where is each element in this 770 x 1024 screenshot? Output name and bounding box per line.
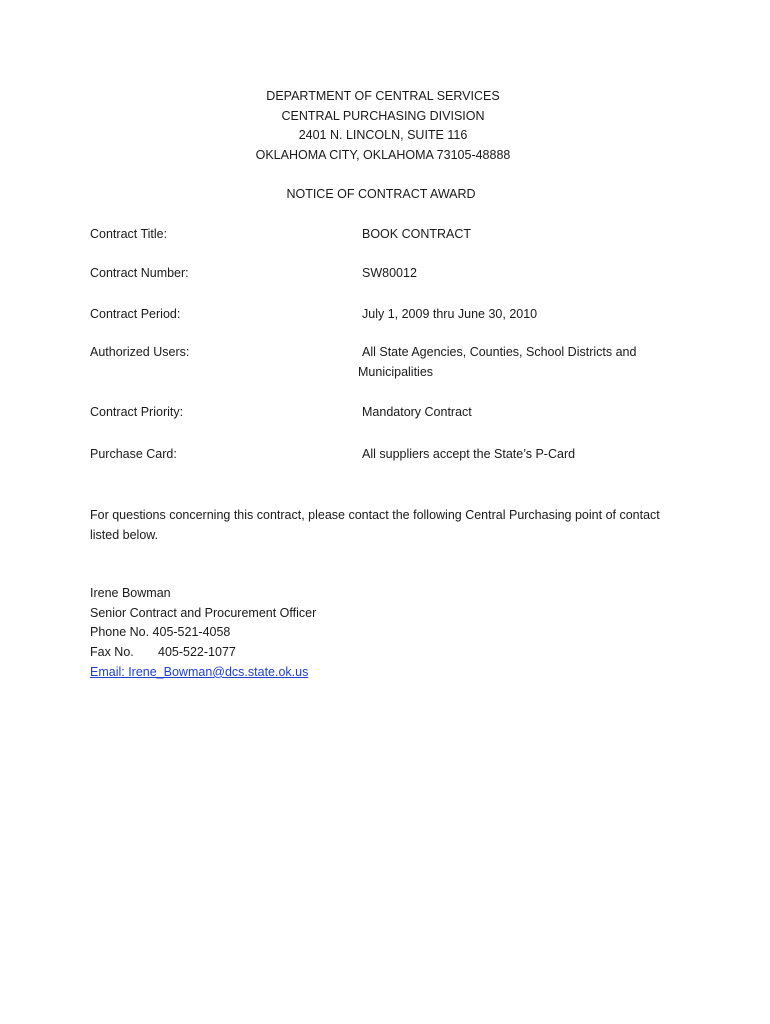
letterhead	[0, 87, 766, 165]
field-value: BOOK CONTRACT	[362, 227, 472, 241]
contact-fax	[90, 643, 590, 663]
contact-title: Senior Contract and Procurement Officer	[90, 605, 317, 620]
field-label: Contract Number:	[90, 266, 189, 280]
field-value: All suppliers accept the State’s P-Card	[362, 447, 576, 461]
field-label: Authorized Users:	[90, 345, 190, 359]
field-label: Contract Priority:	[90, 405, 184, 419]
field-contract-number	[90, 266, 690, 286]
field-contract-title	[90, 227, 690, 247]
field-value: SW80012	[362, 266, 417, 280]
department-name: DEPARTMENT OF CENTRAL SERVICES	[266, 89, 500, 103]
field-contract-priority	[90, 405, 690, 425]
contact-phone: Phone No. 405-521-4058	[90, 625, 231, 640]
field-value: Mandatory Contract	[362, 405, 472, 419]
field-authorized-users	[90, 345, 690, 385]
field-purchase-card	[90, 447, 690, 467]
division-name: CENTRAL PURCHASING DIVISION	[281, 108, 485, 123]
notice-title: NOTICE OF CONTRACT AWARD	[286, 187, 476, 201]
street-address: 2401 N. LINCOLN, SUITE 116	[298, 128, 468, 142]
fax-number: 405-522-1077	[158, 645, 236, 660]
field-label: Purchase Card:	[90, 447, 177, 461]
field-label: Contract Period:	[90, 307, 181, 321]
field-value: All State Agencies, Counties, School Districts and	[362, 345, 637, 359]
fax-label: Fax No.	[90, 645, 134, 660]
field-value-continued: Municipalities	[358, 365, 434, 379]
contact-block	[90, 584, 590, 683]
city-state-zip: OKLAHOMA CITY, OKLAHOMA 73105-48888	[255, 147, 511, 162]
field-value: July 1, 2009 thru June 30, 2010	[362, 307, 538, 321]
contact-name: Irene Bowman	[90, 586, 171, 600]
questions-paragraph: For questions concerning this contract, please contact the following Central Purchasing point of contact listed below.	[90, 508, 660, 542]
contact-email-link[interactable]: Email: Irene_Bowman@dcs.state.ok.us	[90, 664, 309, 679]
field-label: Contract Title:	[90, 227, 168, 241]
field-contract-period	[90, 307, 690, 327]
